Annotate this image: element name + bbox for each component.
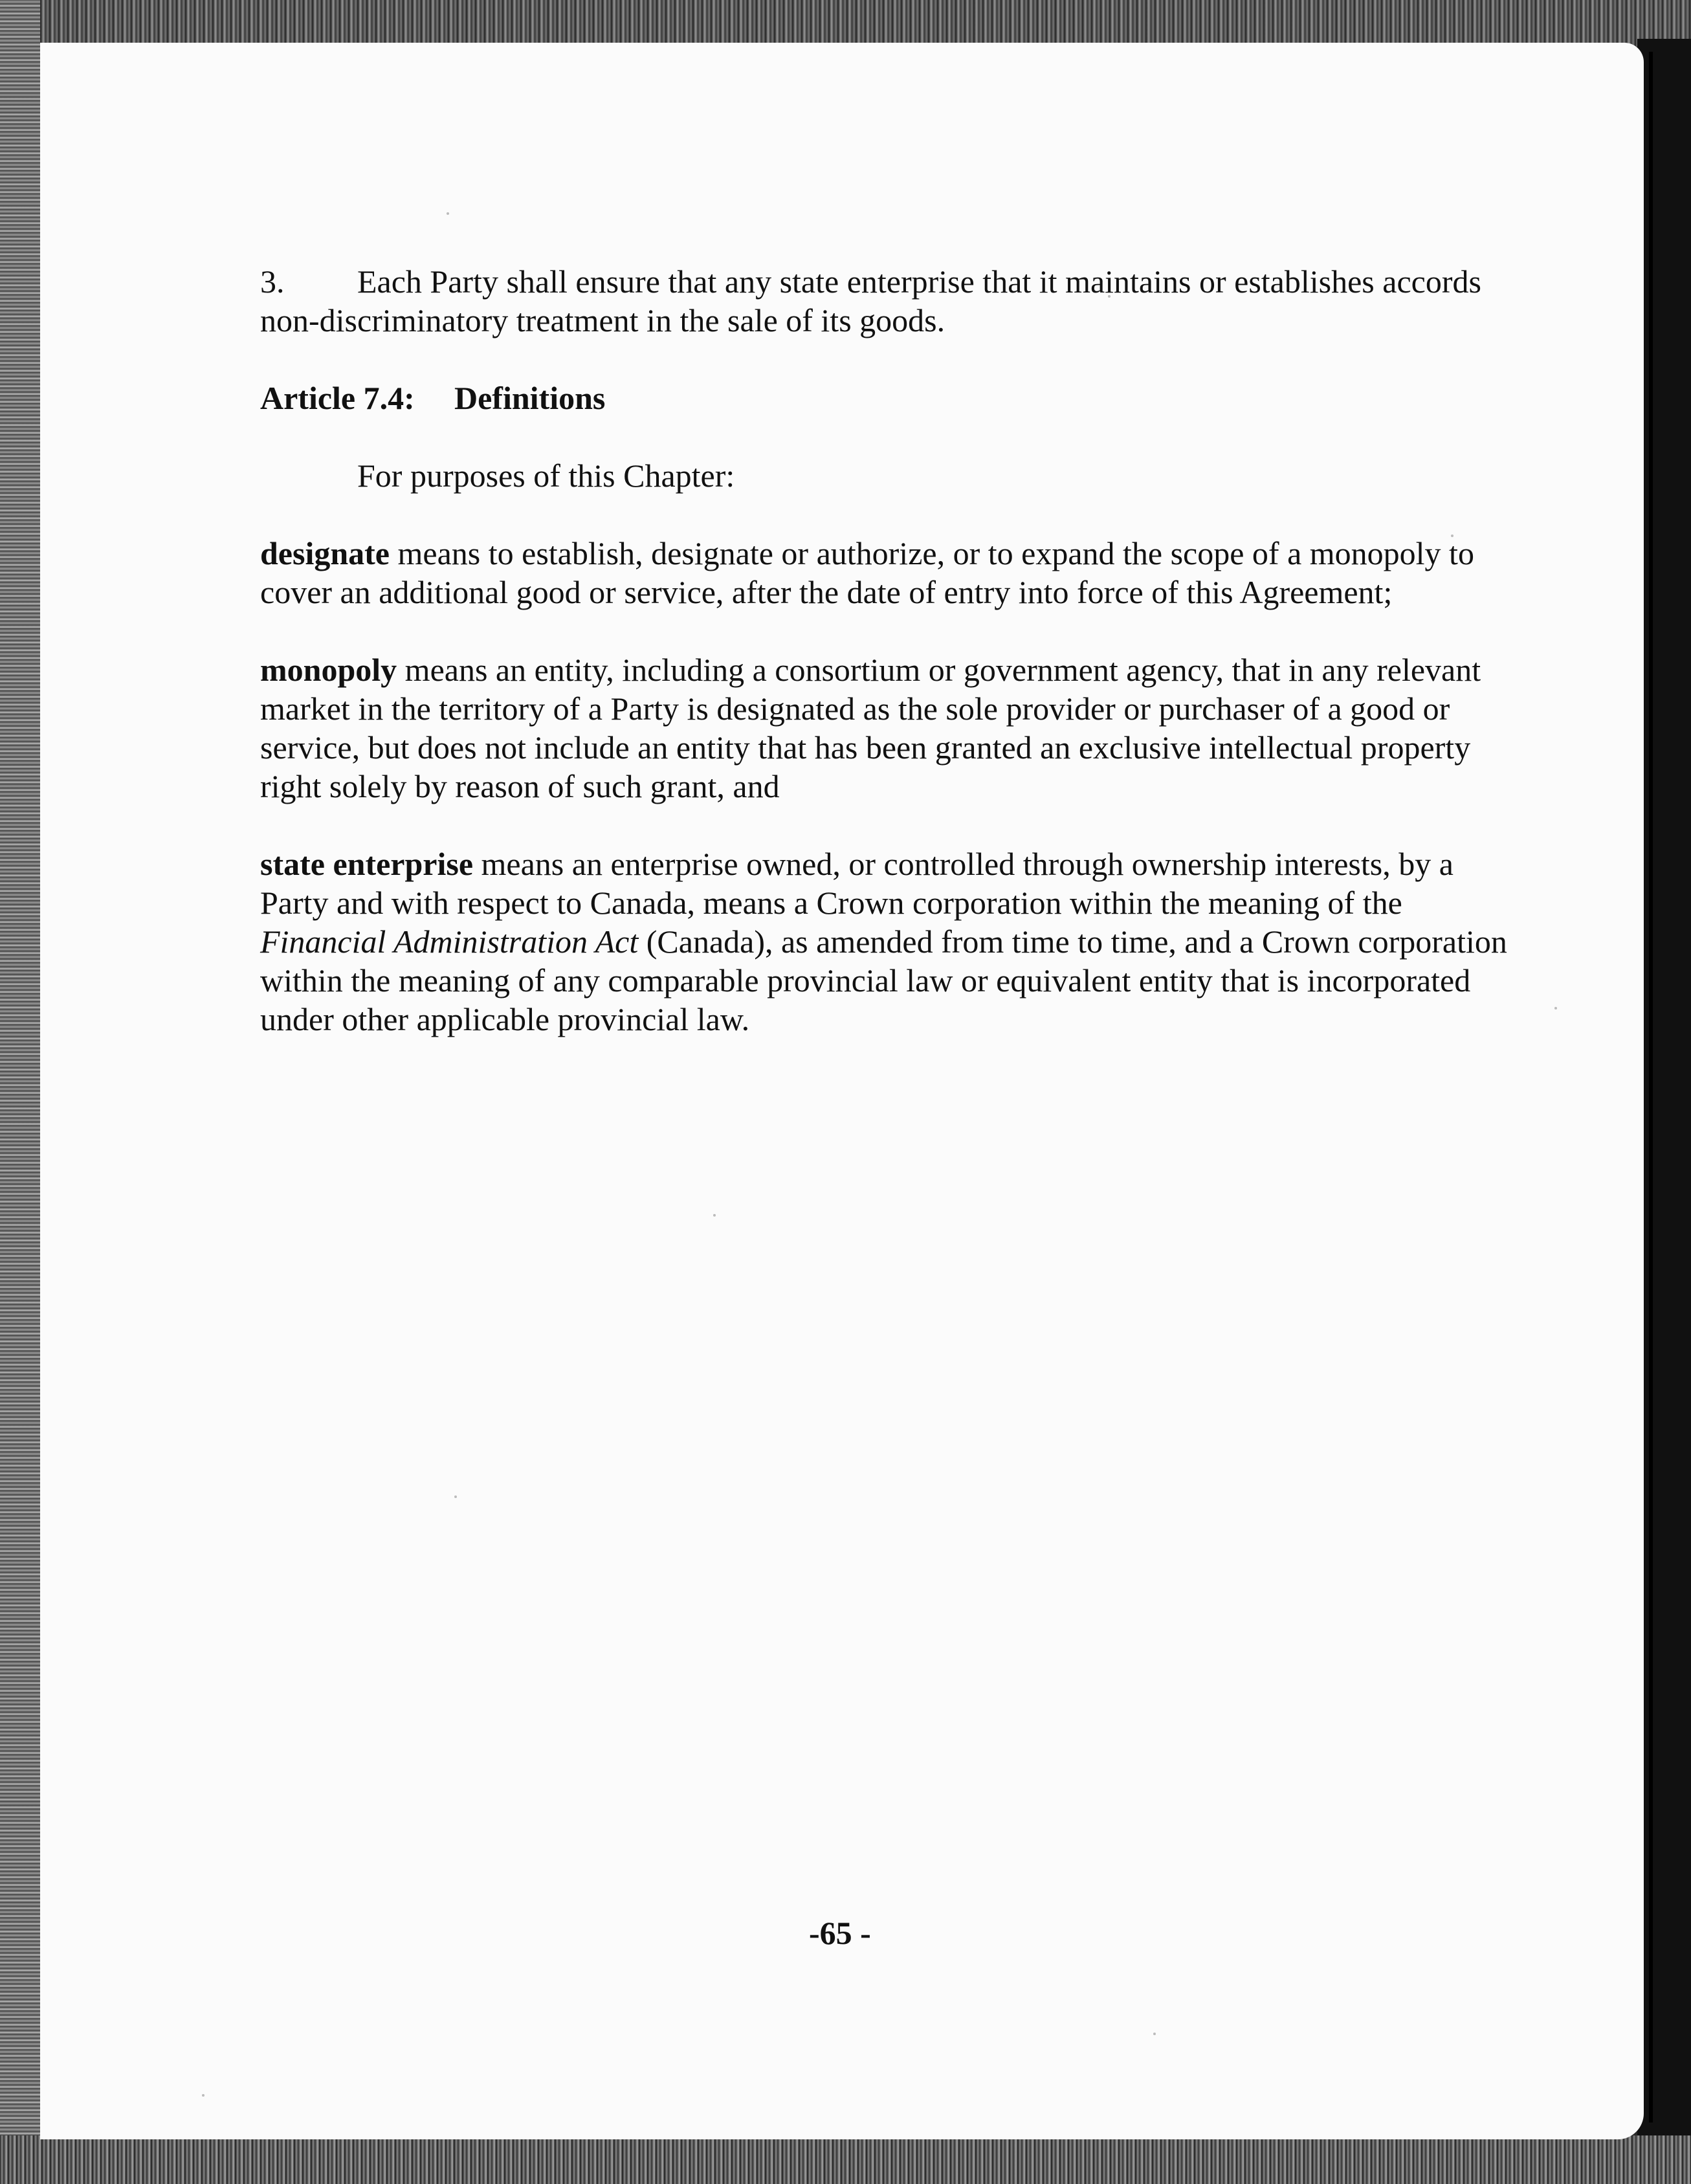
defined-term: state enterprise bbox=[260, 846, 474, 882]
definition-monopoly bbox=[260, 650, 1509, 806]
document-body bbox=[260, 262, 1509, 1077]
scan-border-top bbox=[0, 0, 1691, 47]
scan-speck bbox=[454, 1495, 457, 1498]
scan-border-left bbox=[0, 0, 40, 2184]
paragraph-text: Each Party shall ensure that any state enterprise that it maintains or establishes accords non-discriminatory treatment in the sale of its goods. bbox=[260, 263, 1481, 338]
scan-speck bbox=[202, 2094, 204, 2097]
page-edge-line bbox=[1649, 52, 1653, 2123]
scan-border-right bbox=[1637, 39, 1691, 2148]
scan-speck bbox=[713, 1214, 716, 1217]
page-number: -65 - bbox=[809, 1915, 871, 1951]
paragraph-number: 3. bbox=[260, 263, 285, 300]
article-heading bbox=[260, 379, 1509, 417]
scan-border-bottom bbox=[0, 2135, 1691, 2184]
act-title: Financial Administration Act bbox=[260, 923, 639, 960]
chapter-intro: For purposes of this Chapter: bbox=[357, 458, 735, 494]
definition-text: means an enterprise owned, or controlled through ownership interests, by a Party and with respect to Canada, means a Crown corporation within the meaning of the bbox=[260, 846, 1453, 921]
scan-speck bbox=[1153, 2033, 1156, 2035]
definition-designate bbox=[260, 534, 1509, 612]
definition-text: means to establish, designate or authorize, or to expand the scope of a monopoly to cover an additional good or service, after the date of entry into force of this Agreement; bbox=[260, 535, 1474, 610]
scan-speck bbox=[1554, 1007, 1557, 1009]
definition-text: means an entity, including a consortium or government agency, that in any relevant market in the territory of a Party is designated as the sole provider or purchaser of a good or service, but does not include an entity that has been granted an exclusive intellectual property right solely by reason of such grant, and bbox=[260, 652, 1481, 804]
article-label: Article 7.4: bbox=[260, 380, 415, 416]
definition-text-continued: (Canada), as amended from time to time, and a Crown corporation within the meaning of any comparable provincial law or equivalent entity that is incorporated under other applicable provincial law. bbox=[260, 923, 1507, 1037]
defined-term: monopoly bbox=[260, 652, 397, 688]
defined-term: designate bbox=[260, 535, 390, 571]
scan-speck bbox=[447, 212, 449, 215]
definition-state-enterprise bbox=[260, 844, 1509, 1039]
article-title: Definitions bbox=[454, 380, 606, 416]
paragraph-3 bbox=[260, 262, 1509, 340]
